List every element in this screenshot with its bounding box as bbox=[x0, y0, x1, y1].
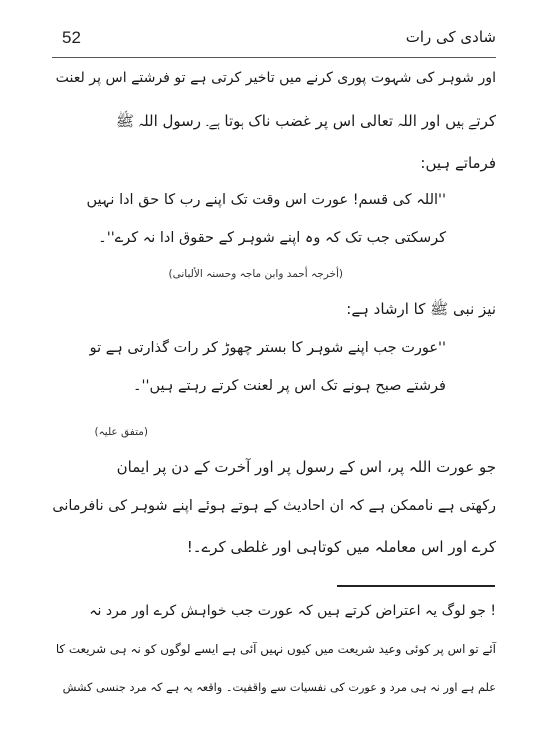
paragraph-3-line-1: جو عورت اللہ پر، اس کے رسول پر اور آخرت کے دن پر ایمان bbox=[116, 458, 496, 476]
page-number: 52 bbox=[62, 28, 81, 47]
footnote-divider bbox=[337, 585, 495, 587]
paragraph-2: نیز نبی ﷺ کا ارشاد ہے: bbox=[346, 300, 496, 318]
running-header-title: شادی کی رات bbox=[405, 28, 496, 46]
header-divider bbox=[52, 57, 496, 58]
quote-1-line-1: ''اللہ کی قسم! عورت اس وقت تک اپنے رب کا حق ادا نہیں bbox=[86, 192, 446, 208]
footnote-line-2: آئے تو اس پر کوئی وعید شریعت میں کیوں نہیں آئی ہے ایسے لوگوں کو نہ ہی شریعت کا bbox=[55, 642, 496, 656]
footnote-line-1: ! جو لوگ یہ اعتراض کرتے ہیں کہ عورت جب خواہش کرے اور مرد نہ bbox=[89, 603, 496, 619]
paragraph-3-line-2: رکھتی ہے ناممکن ہے کہ ان احادیث کے ہوتے ہوئے اپنے شوہر کی نافرمانی bbox=[52, 498, 496, 514]
paragraph-3-line-3: کرے اور اس معاملہ میں کوتاہی اور غلطی کرے۔! bbox=[186, 538, 496, 556]
paragraph-1-line-3: فرماتے ہیں: bbox=[420, 154, 496, 172]
quote-2-line-1: ''عورت جب اپنے شوہر کا بستر چھوڑ کر رات گذارتی ہے تو bbox=[89, 340, 446, 356]
quote-1-line-2: کرسکتی جب تک کہ وہ اپنے شوہر کے حقوق ادا نہ کرے''۔ bbox=[98, 230, 446, 246]
reference-2: (متفق علیہ) bbox=[94, 426, 148, 438]
quote-2-line-2: فرشتے صبح ہونے تک اس پر لعنت کرتے رہتے ہیں''۔ bbox=[133, 378, 446, 394]
paragraph-1-line-2: کرتے ہیں اور اللہ تعالی اس پر غضب ناک ہوتا ہے۔ رسول اللہ ﷺ bbox=[115, 112, 496, 130]
reference-1: (أخرجہ أحمد وابن ماجہ وحسنہ الألبانی) bbox=[168, 268, 343, 280]
footnote-line-3: علم ہے اور نہ ہی مرد و عورت کی نفسیات سے واقفیت۔ واقعہ یہ ہے کہ مرد جنسی کشش bbox=[62, 681, 496, 694]
paragraph-1-line-1: اور شوہر کی شہوت پوری کرنے میں تاخیر کرتی ہے تو فرشتے اس پر لعنت bbox=[55, 70, 496, 86]
